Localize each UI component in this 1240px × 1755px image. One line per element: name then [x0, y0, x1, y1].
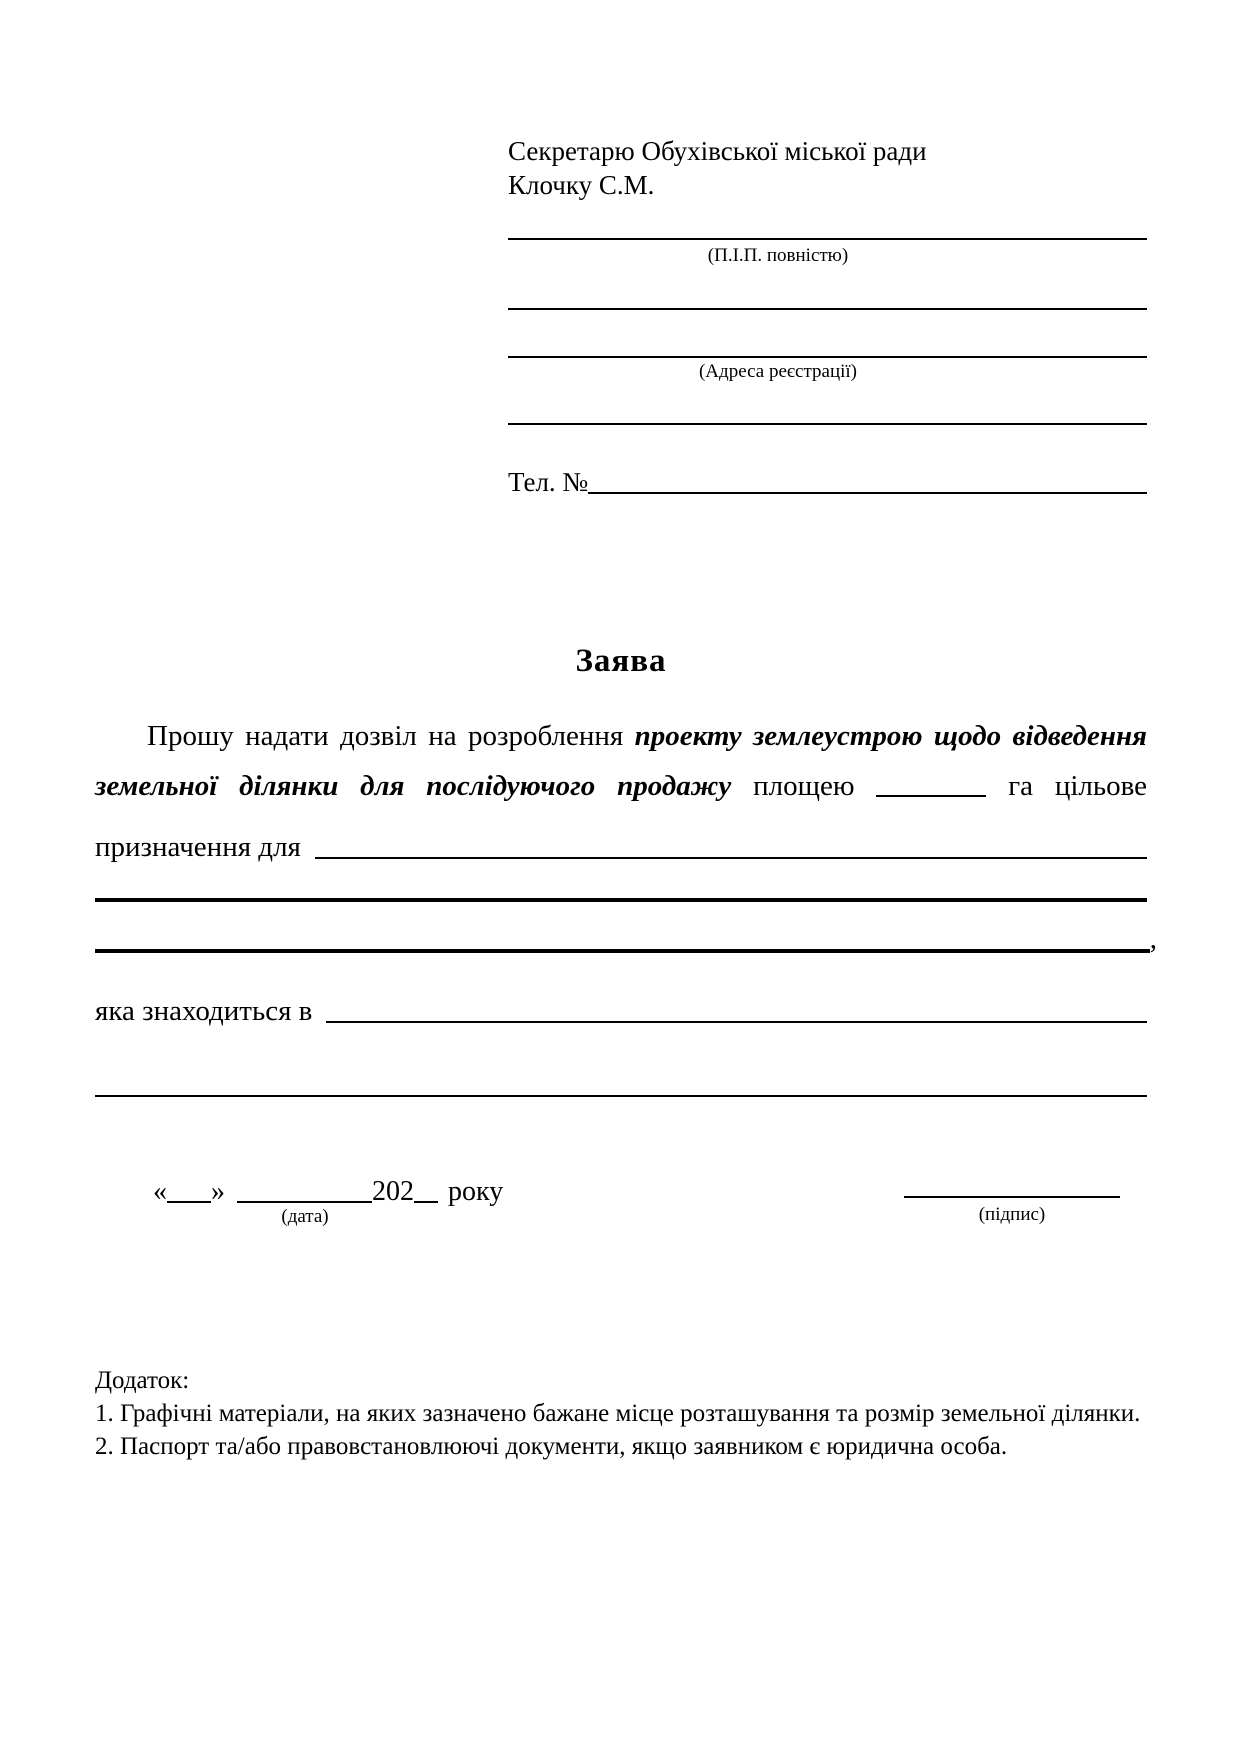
blank-line: [95, 949, 1150, 953]
signature-caption: (підпис): [978, 1204, 1046, 1225]
address-caption: (Адреса реєстрації): [698, 361, 857, 382]
phone-label: Тел. №: [508, 467, 589, 497]
comma-text: ,: [1149, 923, 1157, 955]
addressee-line-2: Клочку С.М.: [508, 170, 655, 200]
area-blank-field: [876, 795, 986, 797]
attachment-item-1: 1. Графічні матеріали, на яких зазначено бажане місце розташування та розмір земельної ділянки.: [95, 1400, 1141, 1427]
document-title: Заява: [575, 643, 667, 679]
area-units: га цільове: [1008, 770, 1147, 802]
body-line-3: [95, 822, 1147, 864]
attachments-block: [95, 1364, 1165, 1463]
purpose-blank-line-2: [95, 898, 1147, 902]
area-label: площею: [753, 770, 855, 802]
year-blank-field: [414, 1201, 438, 1203]
open-quote: «: [153, 1176, 167, 1207]
phone-row: [508, 460, 1147, 498]
addressee-line-1: Секретарю Обухівської міської ради: [508, 136, 927, 166]
blank-line: [508, 308, 1147, 310]
year-prefix: 202: [372, 1176, 414, 1207]
blank-line: [508, 423, 1147, 425]
location-blank-line: [326, 1021, 1147, 1023]
request-start-text: Прошу надати дозвіл на розроблення: [147, 720, 624, 752]
signature-blank-line: [904, 1196, 1120, 1198]
date-row: [95, 1166, 735, 1208]
request-emphasis-2: земельної ділянки для послідуючого продажу: [95, 770, 732, 802]
purpose-label: призначення для: [95, 831, 301, 863]
purpose-blank-line-3: [95, 922, 1157, 956]
fullname-caption: (П.І.П. повністю): [707, 245, 849, 266]
location-label: яка знаходиться в: [95, 995, 313, 1027]
year-suffix: року: [448, 1176, 504, 1207]
phone-blank-line: [588, 492, 1147, 494]
date-caption: (дата): [281, 1206, 329, 1227]
request-emphasis-1: проекту землеустрою щодо відведення: [634, 720, 1147, 752]
attachment-item-2: 2. Паспорт та/або правовстановлюючі документи, якщо заявником є юридична особа.: [95, 1433, 1008, 1460]
attachments-heading: Додаток:: [95, 1367, 190, 1394]
location-blank-line-2: [95, 1095, 1147, 1097]
close-quote: »: [211, 1176, 225, 1207]
addressee-block: [508, 134, 927, 202]
body-line-2: [95, 770, 1147, 803]
fullname-blank-line: [508, 238, 1147, 240]
address-blank-line: [508, 356, 1147, 358]
day-blank-field: [167, 1201, 211, 1203]
purpose-blank-line: [315, 857, 1147, 859]
location-row: [95, 986, 1147, 1028]
body-line-1: [95, 720, 1147, 753]
month-blank-field: [237, 1201, 372, 1203]
